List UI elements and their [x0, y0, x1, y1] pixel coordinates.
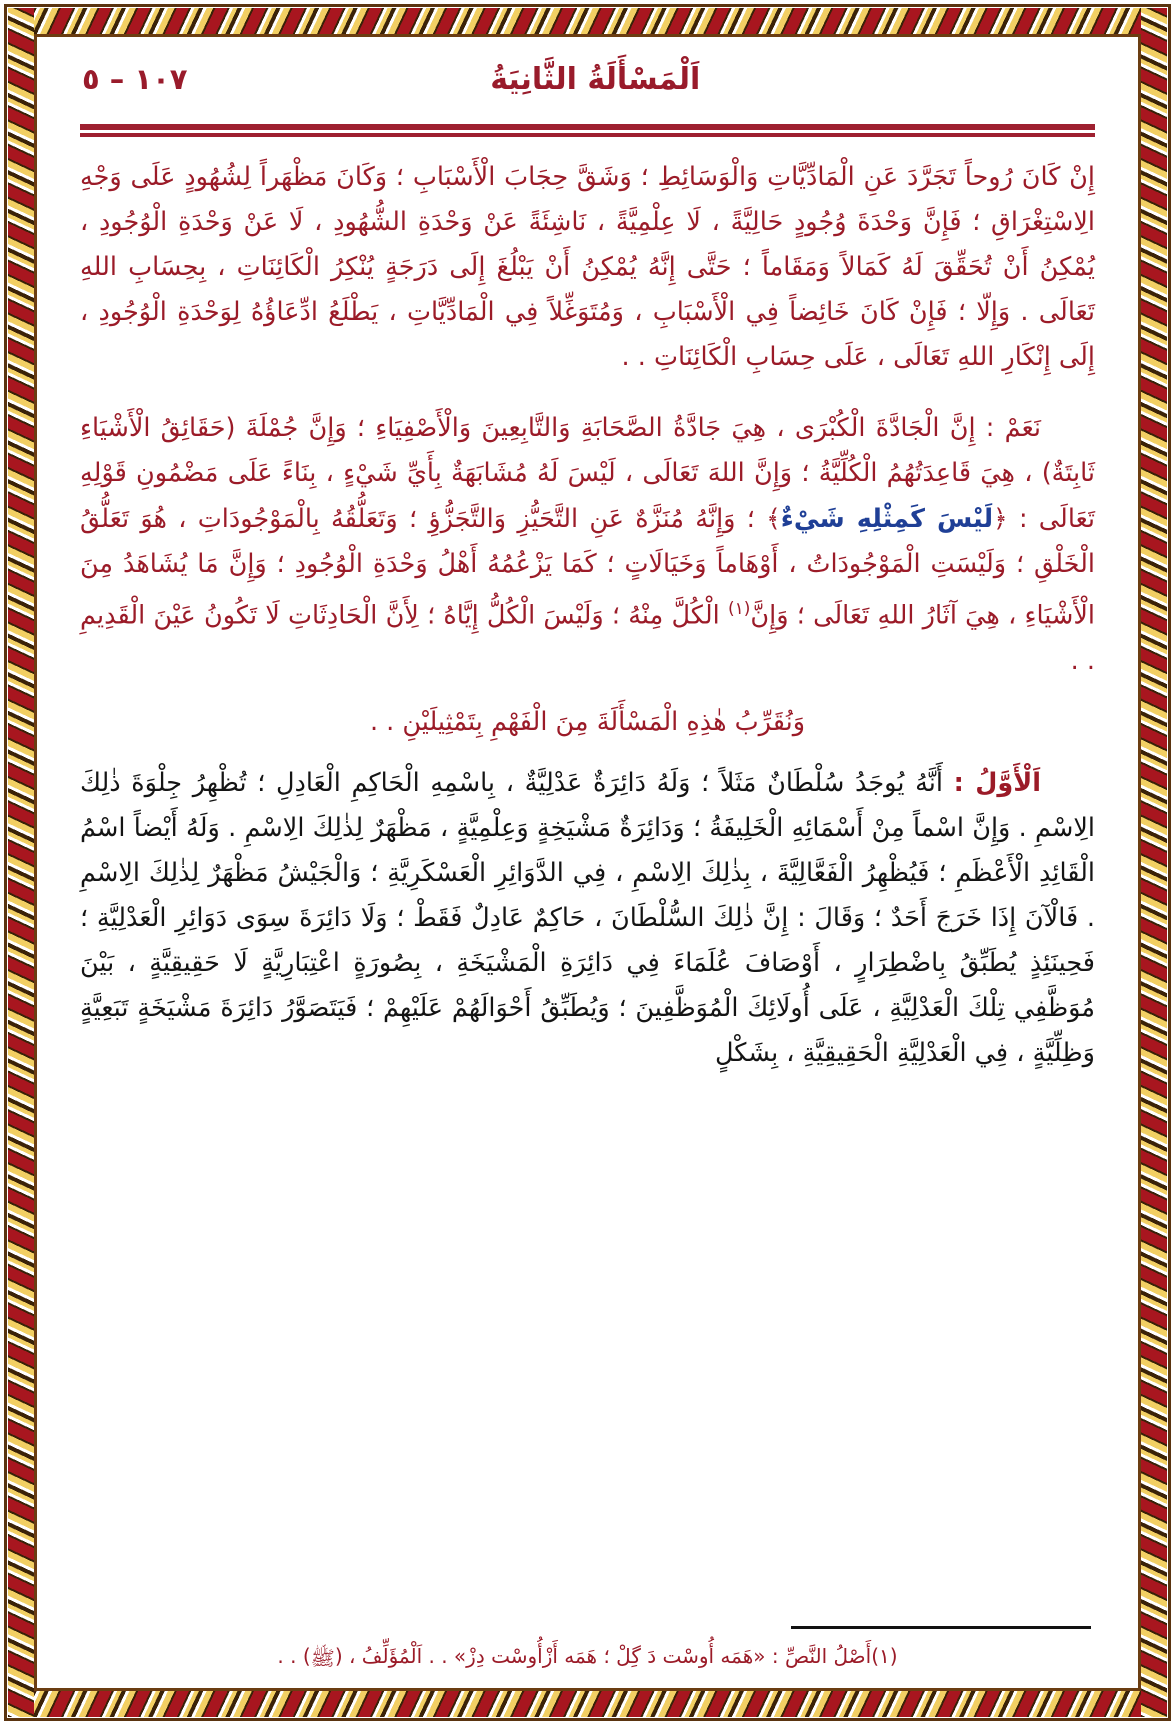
paragraph-1: إِنْ كَانَ رُوحاً تَجَرَّدَ عَنِ الْمَادِّيَّاتِ وَالْوَسَائِطِ ؛ وَشَقَّ حِجَابَ الْأَسْبَابِ ؛ وَكَانَ مَظْهَراً لِشُهُودٍ عَلَى وَجْهِ الِاسْتِغْرَاقِ ؛ فَإِنَّ وَحْدَةَ وُجُودٍ حَالِيَّةً ، لَا عِلْمِيَّةً ، نَاشِئَةً عَنْ وَحْدَةِ الشُّهُودِ ، لَا عَنْ وَحْدَةِ الْوُجُودِ ، يُمْكِنُ أَنْ تُحَقِّقَ لَهُ كَمَالاً وَمَقَاماً ؛ حَتَّى إِنَّهُ يُمْكِنُ أَنْ يَبْلُغَ إِلَى دَرَجَةٍ يُنْكِرُ الْكَائِنَاتِ ، بِحِسَابِ اللهِ تَعَالَى . وَإِلّا ؛ فَإِنْ كَانَ خَائِضاً فِي الْأَسْبَابِ ، وَمُتَوَغِّلاً فِي الْمَادِّيَّاتِ ، يَطْلَعُ ادِّعَاؤُهُ لِوَحْدَةِ الْوُجُودِ ، إِلَى إِنْكَارِ اللهِ تَعَالَى ، عَلَى حِسَابِ الْكَائِنَاتِ . . — [80, 162, 1095, 372]
paragraph-2-part-c: الْكُلَّ مِنْهُ ؛ وَلَيْسَ الْكُلُّ إِيَّاهُ ؛ لِأَنَّ الْحَادِثَاتِ لَا تَكُونُ عَيْنَ الْقَدِيمِ . . — [80, 600, 1095, 676]
paragraph-4 — [80, 761, 1095, 1076]
paragraph-4-body: أَنَّهُ يُوجَدُ سُلْطَانٌ مَثَلاً ؛ وَلَهُ دَائِرَةٌ عَدْلِيَّةٌ ، بِاسْمِهِ الْحَاكِمِ الْعَادِلِ ؛ تُظْهِرُ جِلْوَةَ ذٰلِكَ الِاسْمِ . وَإِنَّ اسْماً مِنْ أَسْمَائِهِ الْخَلِيفَةُ ؛ وَدَائِرَةٌ مَشْيَخِةٍ وَعِلْمِيَّةٍ ، مَظْهَرٌ لِذٰلِكَ الِاسْمِ . وَلَهُ أَيْضاً اسْمُ الْقَائِدِ الْأَعْظَمِ ؛ فَيُظْهِرُ الْفَعَّالِيَّةَ ، بِذٰلِكَ الِاسْمِ ، فِي الدَّوَائِرِ الْعَسْكَرِيَّةِ ؛ وَالْجَيْشُ مَظْهَرٌ لِذٰلِكَ الِاسْمِ . فَالْآنَ إِذَا خَرَجَ أَحَدٌ ؛ وَقَالَ : إِنَّ ذٰلِكَ السُّلْطَانَ ، حَاكِمٌ عَادِلٌ فَقَطْ ؛ وَلَا دَائِرَةَ سِوَى دَوَائِرِ الْعَدْلِيَّةِ ؛ فَحِينَئِذٍ يُطَبِّقُ بِاضْطِرَارٍ ، أَوْصَافَ عُلَمَاءَ فِي دَائِرَةِ الْمَشْيَخَةِ ، بِصُورَةٍ اعْتِبَارِيَّةٍ لَا حَقِيقِيَّةٍ ، بَيْنَ مُوَظَّفِي تِلْكَ الْعَدْلِيَّةِ ، عَلَى أُولَائِكَ الْمُوَظَّفِينَ ؛ وَيُطَبِّقُ أَحْوَالَهُمْ عَلَيْهِمْ ؛ فَيَتَصَوَّرُ دَائِرَةَ مَشْيَخَةٍ تَبَعِيَّةٍ وَظِلِّيَّةٍ ، فِي الْعَدْلِيَّةِ الْحَقِيقِيَّةِ ، بِشَكْلٍ — [80, 767, 1095, 1068]
page-folio: ١٠٧ – ٥ — [82, 62, 188, 96]
paragraph-4-lead-in: اَلْأَوَّلُ : — [953, 767, 1042, 798]
body-text — [76, 155, 1099, 1626]
border-ornament-left — [8, 8, 34, 1717]
honorific-icon: ﷺ — [310, 1646, 335, 1670]
paragraph-3-centered: وَنُقَرِّبُ هٰذِهِ الْمَسْأَلَةَ مِنَ الْفَهْمِ بِتَمْثِيلَيْنِ . . — [369, 706, 806, 737]
footnote-reference-marker[interactable]: (١) — [727, 599, 751, 619]
border-ornament-top — [8, 8, 1167, 34]
border-ornament-bottom — [8, 1691, 1167, 1717]
ayah-open-ornament: ﴿ — [993, 504, 1008, 533]
paragraph-2-part-b: ؛ وَإِنَّهُ مُنَزَّهٌ عَنِ التَّحَيُّزِ وَالتَّجَزُّؤِ ؛ وَتَعَلُّقُهُ بِالْمَوْجُودَاتِ ، هُوَ تَعَلُّقُ الْخَلْقِ ؛ وَلَيْسَتِ الْمَوْجُودَاتُ ، أَوْهَاماً وَخَيَالَاتٍ ؛ كَمَا يَزْعُمُهُ أَهْلُ وَحْدَةِ الْوُجُودِ ؛ وَإِنَّ مَا يُشَاهَدُ مِنَ الْأَشْيَاءِ ، هِيَ آثَارُ اللهِ تَعَالَى ؛ وَإِنَّ — [80, 504, 1095, 631]
page-title: اَلْمَسْأَلَةُ الثَّانِيَةُ — [490, 62, 701, 97]
border-ornament-right — [1141, 8, 1167, 1717]
paragraph-2 — [80, 406, 1095, 684]
footnote-text-a: أَصْلُ النَّصِّ : «هَمَه أُوسْت دَ گِلْ ؛ هَمَه أَزْأُوسْت دِزْ» . . اَلْمُؤَلِّفُ ، ( — [334, 1644, 872, 1668]
paragraph-spacer — [80, 380, 1095, 406]
paragraph-spacer-3 — [80, 745, 1095, 761]
running-head — [76, 62, 1099, 122]
quran-verse: لَيْسَ كَمِثْلِهِ شَيْءٌ — [780, 504, 994, 534]
footnote-divider — [791, 1626, 1091, 1629]
paragraph-2-part-a: نَعَمْ : إِنَّ الْجَادَّةَ الْكُبْرَى ، هِيَ جَادَّةُ الصَّحَابَةِ وَالتَّابِعِينَ وَالْأَصْفِيَاءِ ؛ وَإِنَّ جُمْلَةَ (حَقَائِقُ الْأَشْيَاءِ ثَابِتَةٌ) ، هِيَ قَاعِدَتُهُمُ الْكُلِّيَّةُ ؛ وَإِنَّ اللهَ تَعَالَى ، لَيْسَ لَهُ مُشَابَهَةٌ بِأَيِّ شَيْءٍ ، بِنَاءً عَلَى مَضْمُونِ قَوْلِهِ تَعَالَى : — [80, 413, 1095, 534]
footnote-text — [80, 1639, 1095, 1673]
header-divider — [80, 124, 1095, 137]
footnote-text-b: ) . . — [277, 1644, 311, 1668]
ayah-close-ornament: ﴾ — [766, 504, 781, 533]
paragraph-spacer-2 — [80, 684, 1095, 700]
footnote-block — [76, 1626, 1099, 1679]
page-content — [46, 46, 1129, 1679]
footnote-marker: (١) — [871, 1644, 898, 1668]
